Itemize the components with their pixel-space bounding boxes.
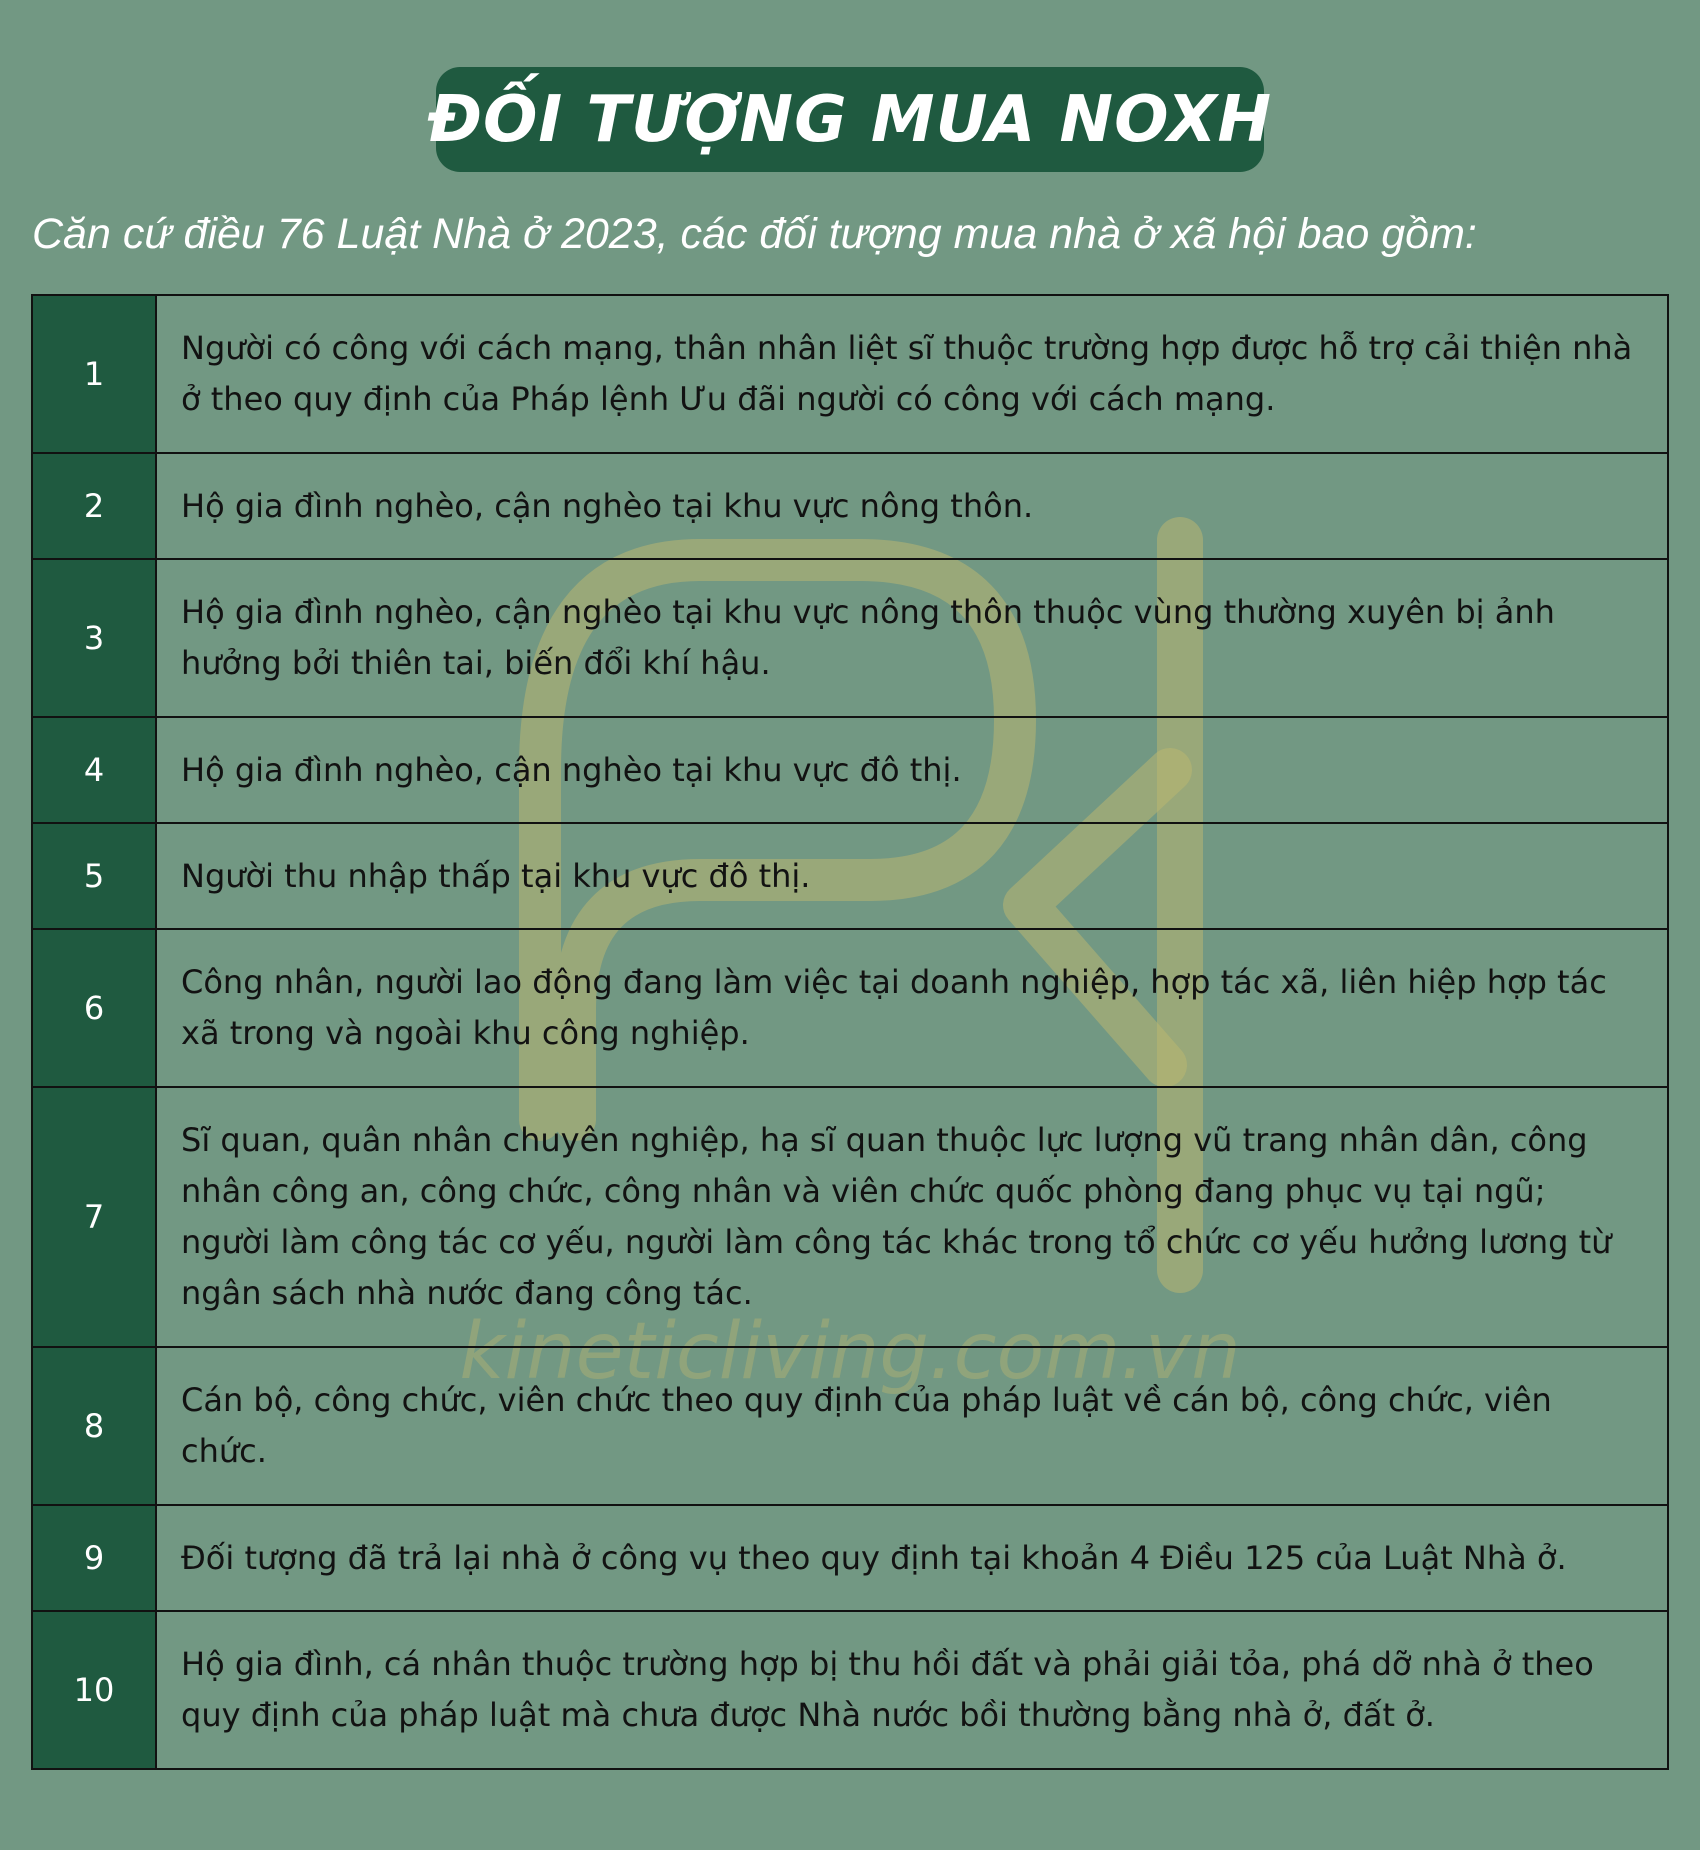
row-text: Hộ gia đình nghèo, cận nghèo tại khu vực nông thôn thuộc vùng thường xuyên bị ảnh hưởng bởi thiên tai, biến đổi khí hậu.	[156, 559, 1668, 717]
row-text: Công nhân, người lao động đang làm việc tại doanh nghiệp, hợp tác xã, liên hiệp hợp tác xã trong và ngoài khu công nghiệp.	[156, 929, 1668, 1087]
row-text: Hộ gia đình, cá nhân thuộc trường hợp bị thu hồi đất và phải giải tỏa, phá dỡ nhà ở theo quy định của pháp luật mà chưa được Nhà nước bồi thường bằng nhà ở, đất ở.	[156, 1611, 1668, 1769]
row-number: 8	[32, 1347, 156, 1505]
row-text: Đối tượng đã trả lại nhà ở công vụ theo quy định tại khoản 4 Điều 125 của Luật Nhà ở.	[156, 1505, 1668, 1611]
row-number: 4	[32, 717, 156, 823]
row-number: 6	[32, 929, 156, 1087]
row-text: Hộ gia đình nghèo, cận nghèo tại khu vực đô thị.	[156, 717, 1668, 823]
table-row	[32, 1347, 1668, 1505]
title-banner	[427, 67, 1273, 172]
table-row	[32, 1087, 1668, 1347]
row-text: Sĩ quan, quân nhân chuyên nghiệp, hạ sĩ quan thuộc lực lượng vũ trang nhân dân, công nhân công an, công chức, công nhân và viên chức quốc phòng đang phục vụ tại ngũ; người làm công tác cơ yếu, người làm công tác khác trong tổ chức cơ yếu hưởng lương từ ngân sách nhà nước đang công tác.	[156, 1087, 1668, 1347]
row-number: 3	[32, 559, 156, 717]
watermark-text: kineticliving.com.vn	[459, 1307, 1241, 1397]
row-number: 2	[32, 453, 156, 559]
row-number: 7	[32, 1087, 156, 1347]
table-row	[32, 929, 1668, 1087]
row-number: 10	[32, 1611, 156, 1769]
table-row	[32, 1505, 1668, 1611]
table-row	[32, 453, 1668, 559]
row-number: 9	[32, 1505, 156, 1611]
row-text: Cán bộ, công chức, viên chức theo quy định của pháp luật về cán bộ, công chức, viên chức.	[156, 1347, 1668, 1505]
table-row	[32, 717, 1668, 823]
targets-table	[31, 294, 1669, 1770]
table-row	[32, 559, 1668, 717]
table-row	[32, 1611, 1668, 1769]
row-number: 1	[32, 295, 156, 453]
table-row	[32, 295, 1668, 453]
page-title: ĐỐI TƯỢNG MUA NOXH	[427, 82, 1273, 157]
row-text: Hộ gia đình nghèo, cận nghèo tại khu vực nông thôn.	[156, 453, 1668, 559]
table-row	[32, 823, 1668, 929]
row-text: Người thu nhập thấp tại khu vực đô thị.	[156, 823, 1668, 929]
row-number: 5	[32, 823, 156, 929]
row-text: Người có công với cách mạng, thân nhân liệt sĩ thuộc trường hợp được hỗ trợ cải thiện nhà ở theo quy định của Pháp lệnh Ưu đãi người có công với cách mạng.	[156, 295, 1668, 453]
intro-text: Căn cứ điều 76 Luật Nhà ở 2023, các đối tượng mua nhà ở xã hội bao gồm:	[32, 210, 1477, 258]
